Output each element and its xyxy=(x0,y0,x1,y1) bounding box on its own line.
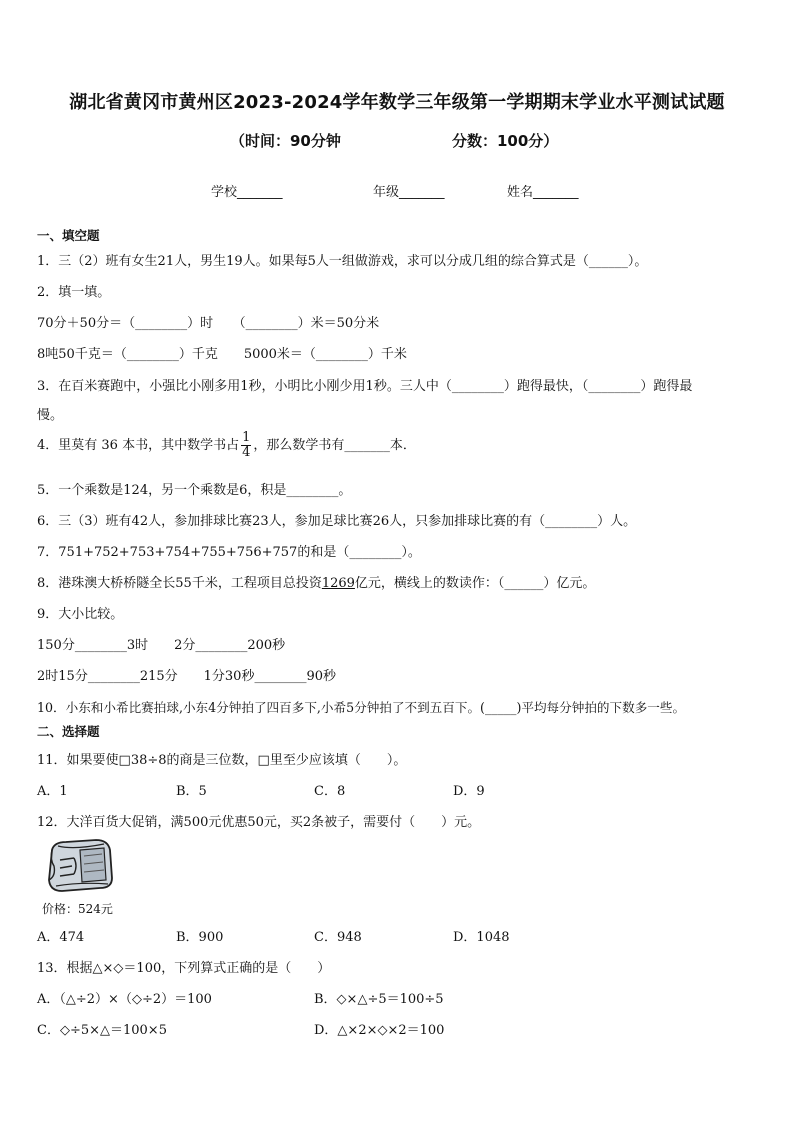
fraction-denominator: 4 xyxy=(242,445,251,460)
q13-option-c: C．◇÷5×△＝100×5 xyxy=(37,1023,167,1038)
question-6: 6．三（3）班有42人，参加排球比赛23人，参加足球比赛26人，只参加排球比赛的有（________）人。 xyxy=(37,514,637,529)
q12-option-b: B．900 xyxy=(176,930,224,945)
q13-option-b: B．◇×△÷5＝100÷5 xyxy=(314,992,444,1007)
q12-option-d: D．1048 xyxy=(453,930,510,945)
grade-field: 年级_______ xyxy=(373,185,445,200)
question-2b: 8吨50千克＝（________）千克 5000米＝（________）千米 xyxy=(37,347,407,362)
question-11: 11．如果要使□38÷8的商是三位数，□里至少应该填（ ）。 xyxy=(37,753,407,768)
q12-option-c: C．948 xyxy=(314,930,362,945)
q12-option-a: A．474 xyxy=(37,930,85,945)
question-12: 12．大洋百货大促销，满500元优惠50元，买2条被子，需要付（ ）元。 xyxy=(37,815,481,830)
q13-option-d: D．△×2×◇×2＝100 xyxy=(314,1023,445,1038)
q11-option-b: B．5 xyxy=(176,784,207,799)
question-4-text-end: ，那么数学书有_______本． xyxy=(253,438,416,453)
q11-option-d: D．9 xyxy=(453,784,485,799)
quilt-image xyxy=(44,836,116,896)
question-9: 9．大小比较。 xyxy=(37,607,124,622)
q11-option-c: C．8 xyxy=(314,784,346,799)
q11-option-a: A．1 xyxy=(37,784,68,799)
fraction-numerator: 1 xyxy=(242,430,251,445)
question-4 xyxy=(37,431,416,460)
exam-time: （时间：90分钟 xyxy=(230,132,341,150)
question-8-text-end: 亿元，横线上的数读作：（______）亿元。 xyxy=(354,576,596,591)
q13-option-a: A．（△÷2）×（◇÷2）＝100 xyxy=(37,992,212,1007)
question-1: 1．三（2）班有女生21人，男生19人。如果每5人一组做游戏，求可以分成几组的综合算式是（______）。 xyxy=(37,254,648,269)
name-field: 姓名_______ xyxy=(507,185,579,200)
section-fill-heading: 一、填空题 xyxy=(37,228,100,243)
quilt-price: 价格：524元 xyxy=(42,902,113,916)
question-10: 10．小东和小希比赛拍球,小东4分钟拍了四百多下,小希5分钟拍了不到五百下。(_____)平均每分钟拍的下数多一些。 xyxy=(37,700,686,715)
fraction-one-quarter xyxy=(241,431,251,460)
question-4-text: 4．里莫有 36 本书，其中数学书占 xyxy=(37,438,240,453)
exam-score: 分数：100分） xyxy=(452,132,559,150)
question-8 xyxy=(37,572,595,591)
question-9a: 150分________3时 2分________200秒 xyxy=(37,638,286,653)
question-7: 7．751+752+753+754+755+756+757的和是（________）。 xyxy=(37,545,421,560)
question-2: 2．填一填。 xyxy=(37,285,111,300)
underlined-number: 1269 xyxy=(321,576,355,591)
question-13: 13．根据△×◇＝100，下列算式正确的是（ ） xyxy=(37,961,331,976)
question-8-text: 8．港珠澳大桥桥隧全长55千米，工程项目总投资 xyxy=(37,576,322,591)
question-5: 5．一个乘数是124，另一个乘数是6，积是________。 xyxy=(37,483,352,498)
question-3: 3．在百米赛跑中，小强比小刚多用1秒，小明比小刚少用1秒。三人中（________）跑得最快，（________）跑得最 xyxy=(37,379,693,394)
question-9b: 2时15分________215分 1分30秒________90秒 xyxy=(37,669,336,684)
section-choice-heading: 二、选择题 xyxy=(37,724,100,739)
school-field: 学校_______ xyxy=(211,185,283,200)
exam-title: 湖北省黄冈市黄州区2023-2024学年数学三年级第一学期期末学业水平测试试题 xyxy=(69,92,725,113)
question-2a: 70分＋50分＝（________）时 （________）米＝50分米 xyxy=(37,316,380,331)
question-3-cont: 慢。 xyxy=(37,408,64,423)
